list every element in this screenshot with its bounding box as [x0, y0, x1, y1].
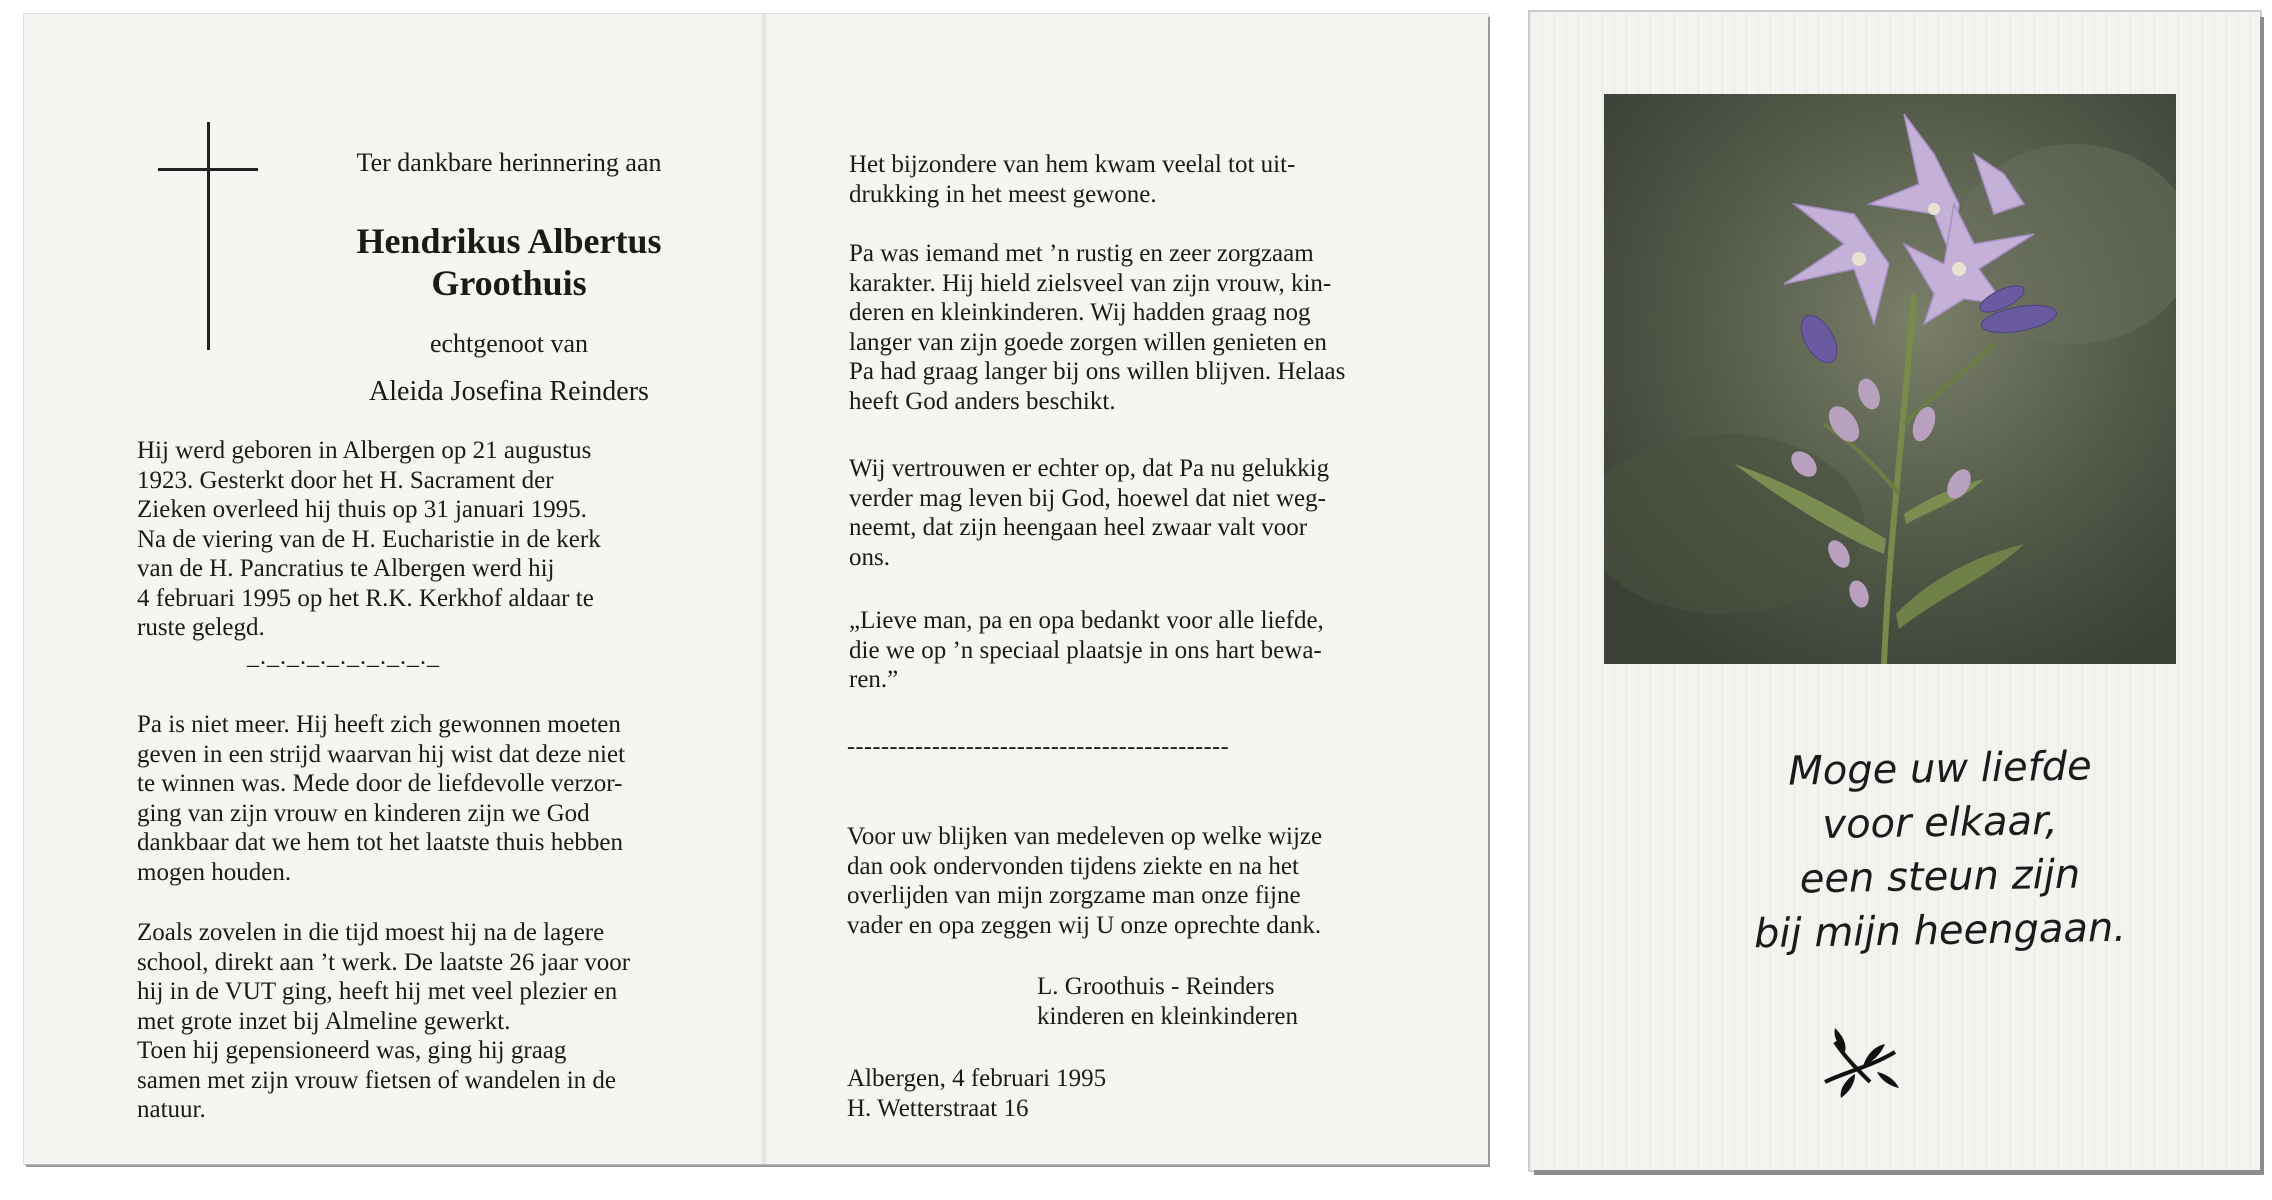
text-line: Pa had graag langer bij ons willen blijven. Helaas: [849, 358, 1346, 385]
ornamental-separator: _._._._._._._._._._: [247, 644, 440, 670]
character-paragraph-3: [849, 454, 1409, 572]
handwritten-verse: [1720, 742, 2160, 958]
text-line: van de H. Pancratius te Albergen werd hij: [137, 555, 555, 582]
text-line: mogen houden.: [137, 858, 292, 886]
deceased-name: [274, 220, 744, 304]
leaf-sprig-ornament-icon: [1815, 1022, 1905, 1102]
flower-illustration: [1604, 94, 2176, 664]
text-line: geven in een strijd waarvan hij wist dat deze niet: [137, 740, 626, 768]
text-line: Het bijzondere van hem kwam veelal tot uit-: [849, 151, 1296, 178]
text-line: deren en kleinkinderen. Wij hadden graag nog: [849, 299, 1311, 326]
middle-panel: [767, 14, 1488, 1164]
name-line-1: Hendrikus Albertus: [356, 221, 662, 261]
address-block: [847, 1064, 1247, 1123]
text-line: ging van zijn vrouw en kinderen zijn we God: [137, 799, 590, 827]
character-paragraph-2: [849, 239, 1409, 416]
text-line: Na de viering van de H. Eucharistie in de kerk: [137, 525, 601, 553]
picture-card: [1530, 12, 2260, 1170]
text-line: ruste gelegd.: [137, 614, 265, 641]
place-date: Albergen, 4 februari 1995: [847, 1065, 1107, 1092]
text-line: Hij werd geboren in Albergen op 21 augustus: [137, 437, 592, 464]
text-line: dan ook ondervonden tijdens ziekte en na het: [847, 852, 1299, 880]
cross-icon-horizontal: [158, 168, 258, 171]
text-line: Zieken overleed hij thuis op 31 januari 1995.: [137, 496, 587, 523]
verse-line: een steun zijn: [1799, 851, 2081, 903]
text-line: Voor uw blijken van medeleven op welke wijze: [847, 823, 1323, 850]
text-line: 1923. Gesterkt door het H. Sacrament der: [137, 466, 554, 494]
text-line: natuur.: [137, 1096, 206, 1123]
text-line: neemt, dat zijn heengaan heel zwaar valt voor: [849, 514, 1308, 541]
signature-block: [1037, 972, 1397, 1031]
text-line: ons.: [849, 543, 890, 571]
campanula-flower-photo: [1604, 94, 2176, 664]
verse-line: voor elkaar,: [1822, 797, 2058, 849]
folded-memorial-card: [24, 14, 1488, 1164]
text-line: met grote inzet bij Almeline gewerkt.: [137, 1007, 511, 1035]
signature-line: kinderen en kleinkinderen: [1037, 1002, 1299, 1030]
text-line: overlijden van mijn zorgzame man onze fijne: [847, 882, 1301, 909]
intro-text: Ter dankbare herinnering aan: [356, 148, 662, 177]
cross-icon-vertical: [207, 122, 210, 350]
spouse-label: echtgenoot van: [429, 329, 589, 358]
text-line: samen met zijn vrouw fietsen of wandelen in de: [137, 1066, 617, 1094]
text-line: te winnen was. Mede door de liefdevolle verzor-: [137, 770, 623, 797]
thanks-paragraph: [847, 822, 1407, 940]
text-line: vader en opa zeggen wij U onze oprechte dank.: [847, 911, 1322, 939]
verse-line: bij mijn heengaan.: [1753, 904, 2127, 958]
text-line: Pa is niet meer. Hij heeft zich gewonnen moeten: [137, 711, 621, 738]
text-line: heeft God anders beschikt.: [849, 387, 1116, 415]
text-line: drukking in het meest gewone.: [849, 180, 1157, 208]
signature-line: L. Groothuis - Reinders: [1037, 973, 1275, 1000]
biography-paragraph-1: [137, 436, 719, 643]
text-line: 4 februari 1995 op het R.K. Kerkhof aldaar te: [137, 584, 594, 612]
text-line: Wij vertrouwen er echter op, dat Pa nu gelukkig: [849, 455, 1330, 482]
spouse-name: Aleida Josefina Reinders: [369, 376, 649, 407]
text-line: die we op ’n speciaal plaatsje in ons hart bewa-: [849, 636, 1322, 664]
text-line: Toen hij gepensioneerd was, ging hij graag: [137, 1037, 567, 1064]
text-line: ren.”: [849, 666, 899, 693]
text-line: dankbaar dat we hem tot het laatste thuis hebben: [137, 829, 623, 856]
dashed-separator: ---------------------------------------------: [847, 734, 1230, 760]
text-line: „Lieve man, pa en opa bedankt voor alle liefde,: [849, 607, 1324, 634]
text-line: Zoals zovelen in die tijd moest hij na de lagere: [137, 919, 605, 946]
address: H. Wetterstraat 16: [847, 1094, 1029, 1122]
biography-paragraph-2: [137, 710, 719, 887]
verse-line: Moge uw liefde: [1787, 743, 2093, 795]
left-panel: [24, 14, 761, 1164]
text-line: langer van zijn goede zorgen willen genieten en: [849, 328, 1327, 356]
biography-paragraph-3: [137, 918, 719, 1125]
text-line: hij in de VUT ging, heeft hij met veel plezier en: [137, 978, 618, 1005]
name-line-2: Groothuis: [431, 263, 587, 303]
text-line: verder mag leven bij God, hoewel dat niet weg-: [849, 484, 1326, 512]
quote-paragraph: [849, 606, 1409, 695]
text-line: karakter. Hij hield zielsveel van zijn vrouw, kin-: [849, 269, 1332, 297]
text-line: school, direkt aan ’t werk. De laatste 26 jaar voor: [137, 948, 631, 976]
text-line: Pa was iemand met ’n rustig en zeer zorgzaam: [849, 240, 1314, 267]
character-paragraph-1: [849, 150, 1409, 209]
